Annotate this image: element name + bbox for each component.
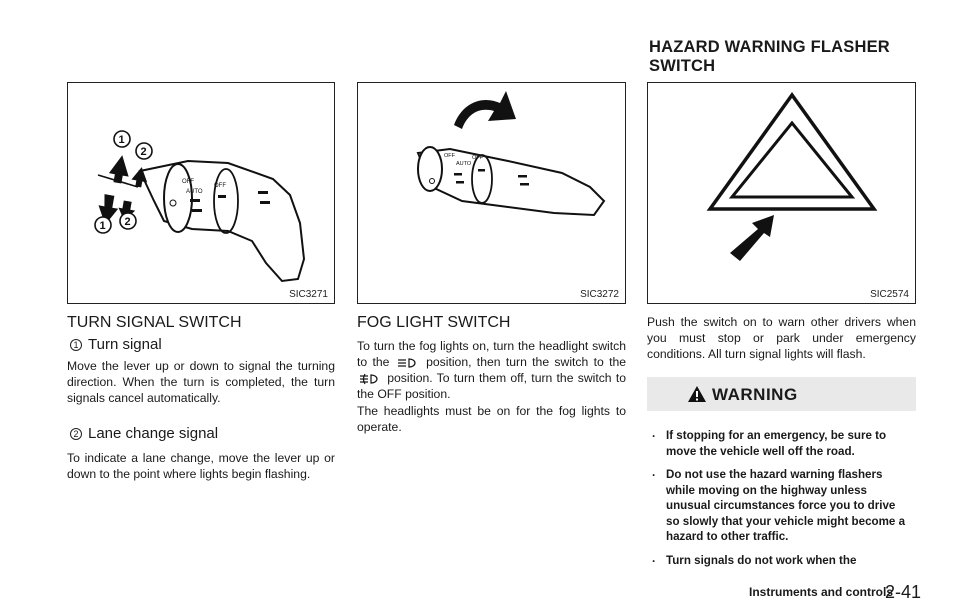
svg-text:AUTO: AUTO <box>186 189 203 195</box>
svg-text:AUTO: AUTO <box>456 161 472 167</box>
turn-signal-paragraph: Move the lever up or down to signal the turning direction. When the turn is completed, the turn signals cancel automatically. <box>67 359 335 405</box>
turn-signal-figure <box>67 82 335 304</box>
figure-code: SIC2574 <box>870 289 909 300</box>
svg-text:2: 2 <box>140 146 147 158</box>
turn-signal-title: TURN SIGNAL SWITCH <box>67 314 242 331</box>
fog-light-note: The headlights must be on for the fog lights to operate. <box>357 404 626 434</box>
fog-light-title: FOG LIGHT SWITCH <box>357 314 511 331</box>
warning-icon <box>687 385 707 403</box>
svg-text:2: 2 <box>124 216 131 228</box>
hazard-triangle-illustration <box>648 83 915 303</box>
hazard-intro-paragraph: Push the switch on to warn other drivers when you must stop or park under emergency conditions. All turn signal lights will flash. <box>647 315 916 361</box>
page-heading: HAZARD WARNING FLASHER SWITCH <box>649 38 890 75</box>
footer-section-label: Instruments and controls <box>749 585 894 599</box>
svg-text:1: 1 <box>99 220 106 232</box>
turn-signal-lever-illustration <box>68 83 334 303</box>
lane-change-paragraph: To indicate a lane change, move the lever up or down to the point where lights begin flashing. <box>67 451 335 481</box>
fog-light-lever-illustration <box>358 83 625 303</box>
svg-text:OFF: OFF <box>214 183 226 189</box>
number-2-badge: 2 <box>70 428 82 440</box>
turn-signal-subheading <box>70 336 162 353</box>
svg-text:OFF: OFF <box>444 153 455 159</box>
lane-change-subheading <box>70 425 218 442</box>
svg-text:OFF: OFF <box>182 179 194 185</box>
fog-light-icon <box>357 373 383 385</box>
headlight-icon <box>395 357 421 369</box>
hazard-switch-figure <box>647 82 916 304</box>
warning-title: WARNING <box>712 385 798 404</box>
subheading-label: Lane change signal <box>88 425 219 442</box>
list-item: . Turn signals do not work when the <box>652 553 908 569</box>
svg-text:1: 1 <box>118 134 125 146</box>
number-1-badge: 1 <box>70 339 82 351</box>
list-item: . Do not use the hazard warning flashers while moving on the highway unless unusual circumstances force you to drive so slowly that your vehicle might become a hazard to other traffic. <box>652 467 908 545</box>
figure-code: SIC3271 <box>289 289 328 300</box>
figure-code: SIC3272 <box>580 289 619 300</box>
subheading-label: Turn signal <box>88 336 162 353</box>
page-number: 2-41 <box>885 582 922 602</box>
fog-text-b: position, then turn the switch to the <box>426 355 627 369</box>
fog-light-paragraph <box>357 338 626 402</box>
svg-text:OFF: OFF <box>472 155 483 161</box>
list-item: . If stopping for an emergency, be sure to move the vehicle well off the road. <box>652 428 908 459</box>
warning-list <box>652 428 908 576</box>
fog-text-c: position. To turn them off, turn the switch to the OFF position. <box>357 371 626 401</box>
fog-text-a: To turn the fog lights on, turn the headlight switch to the <box>357 339 626 369</box>
fog-light-figure <box>357 82 626 304</box>
